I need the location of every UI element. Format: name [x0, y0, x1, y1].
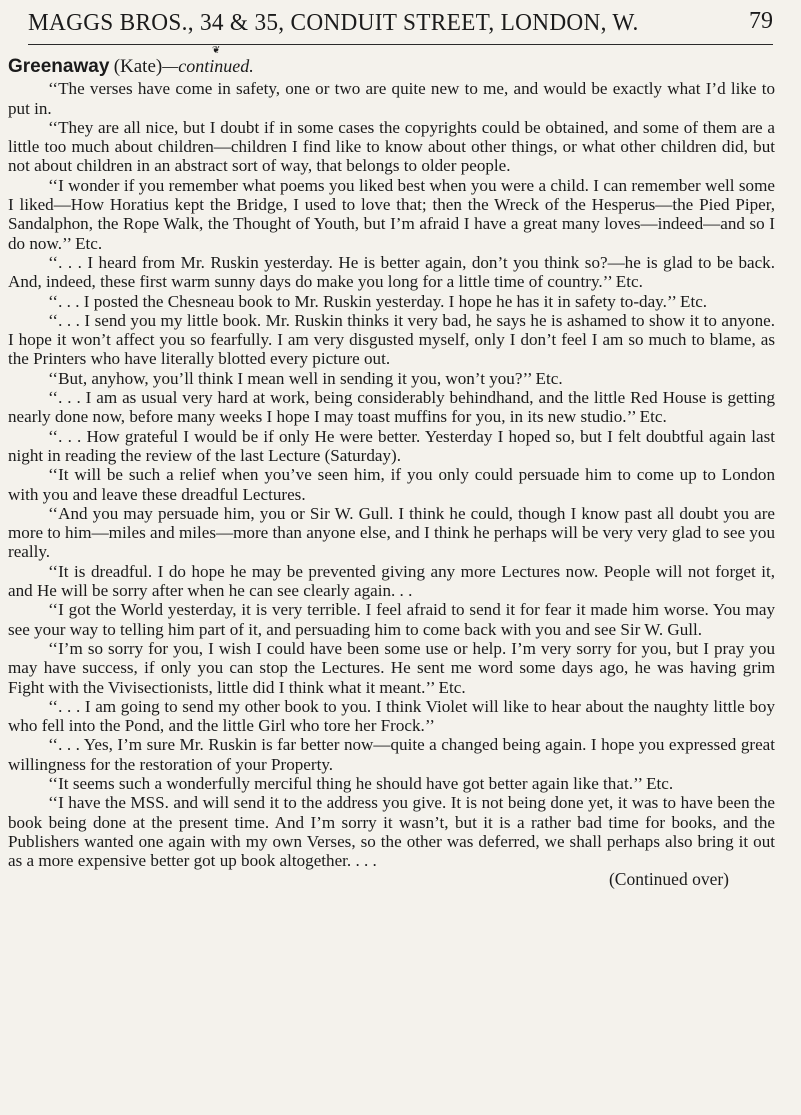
- entry-continued: —continued.: [162, 56, 254, 76]
- letter-paragraph: ‘‘. . . I send you my little book. Mr. Ruskin thinks it very bad, he says he is ashamed to show it to anyone. I hope it won’t affect you so fearfully. I am very disgusted myself, only I don’t feel I am so much to blame, as the Printers who have literally blotted every picture out.: [8, 310, 775, 369]
- fleuron-icon: ❦: [212, 45, 221, 56]
- letter-paragraph: ‘‘But, anyhow, you’ll think I mean well in sending it you, won’t you?’’ Etc.: [48, 368, 563, 388]
- entry-author-name: (Kate): [113, 56, 163, 77]
- letter-paragraph: ‘‘I wonder if you remember what poems you liked best when you were a child. I can remember well some I liked—How Horatius kept the Bridge, I used to love that; then the Wreck of the Hesperus—the Pied Piper, Sandalphon, the Rope Walk, the Thought of Youth, but I’m afraid I have a great many loves—indeed—and so I do now.’’ Etc.: [8, 175, 775, 253]
- letter-paragraph: ‘‘It seems such a wonderfully merciful thing he should have got better again like that.’’ Etc.: [48, 773, 674, 793]
- entry-body: [8, 57, 775, 890]
- entry-heading: [8, 57, 775, 76]
- page-number: 79: [749, 8, 773, 34]
- letter-paragraph: ‘‘. . . I am going to send my other book to you. I think Violet will like to hear about the naughty little boy who fell into the Pond, and the little Girl who tore her Frock.’’: [8, 696, 775, 736]
- letter-paragraph: ‘‘. . . Yes, I’m sure Mr. Ruskin is far better now—quite a changed being again. I hope you expressed great willingness for the restoration of your Property.: [8, 735, 775, 774]
- running-header: [28, 4, 773, 42]
- letter-paragraph: ‘‘It will be such a relief when you’ve seen him, if you only could persuade him to come up to London with you and leave these dreadful Lectures.: [8, 465, 775, 504]
- letter-paragraph: ‘‘It is dreadful. I do hope he may be prevented giving any more Lectures now. People will not forget it, and He will be sorry after when he can see clearly again. . .: [8, 561, 775, 601]
- letter-paragraph: ‘‘They are all nice, but I doubt if in some cases the copyrights could be obtained, and some of them are a little too much about children—children I find like to know about other things, or what other children did, but not about children in an abstract sort of way, that belongs to older people.: [8, 117, 775, 176]
- letter-paragraph: ‘‘The verses have come in safety, one or two are quite new to me, and would be exactly what I’d like to put in.: [8, 79, 775, 118]
- letter-paragraph: ‘‘I got the World yesterday, it is very terrible. I feel afraid to send it for fear it made him worse. You may see your way to telling him part of it, and persuading him to come back with you and see Sir W. Gull.: [8, 600, 775, 639]
- letter-paragraph: ‘‘. . . I posted the Chesneau book to Mr. Ruskin yesterday. I hope he has it in safety to-day.’’ Etc.: [48, 291, 708, 311]
- letter-paragraph: ‘‘And you may persuade him, you or Sir W. Gull. I think he could, though I know past all doubt you are more to him—miles and miles—more than anyone else, and I think he perhaps will be very very glad to see you really.: [8, 503, 775, 562]
- letter-paragraph: ‘‘. . . How grateful I would be if only He were better. Yesterday I hoped so, but I felt doubtful again last night in reading the review of the last Lecture (Saturday).: [8, 426, 775, 465]
- letter-paragraph: ‘‘I have the MSS. and will send it to the address you give. It is not being done yet, it was to have been the book being done at the present time. And I’m sorry it wasn’t, but it is a rather bad time for books, and the Publishers wanted one again with my own Verses, so the other was deferred, we shall perhaps also bring it out as a more expensive better got up book altogether. . . .: [8, 793, 775, 871]
- header-rule: [28, 44, 773, 45]
- entry-author: Greenaway: [8, 56, 110, 77]
- continued-over-note: (Continued over): [608, 869, 729, 890]
- header-title: MAGGS BROS., 34 & 35, CONDUIT STREET, LONDON, W.: [28, 9, 639, 36]
- letter-paragraph: ‘‘. . . I heard from Mr. Ruskin yesterday. He is better again, don’t you think so?—he is glad to be back. And, indeed, these first warm sunny days do make you long for a little time of country.’’ Etc.: [8, 252, 775, 292]
- letter-paragraph: ‘‘I’m so sorry for you, I wish I could have been some use or help. I’m very sorry for you, but I pray you may have success, if only you can stop the Lectures. He sent me word some days ago, he was having grim Fight with the Vivisectionists, little did I think what it meant.’’ Etc.: [8, 638, 775, 697]
- letter-paragraph: ‘‘. . . I am as usual very hard at work, being considerably behindhand, and the little Red House is getting nearly done now, before many weeks I hope I may toast muffins for you, in its new studio.’’ Etc.: [8, 388, 775, 427]
